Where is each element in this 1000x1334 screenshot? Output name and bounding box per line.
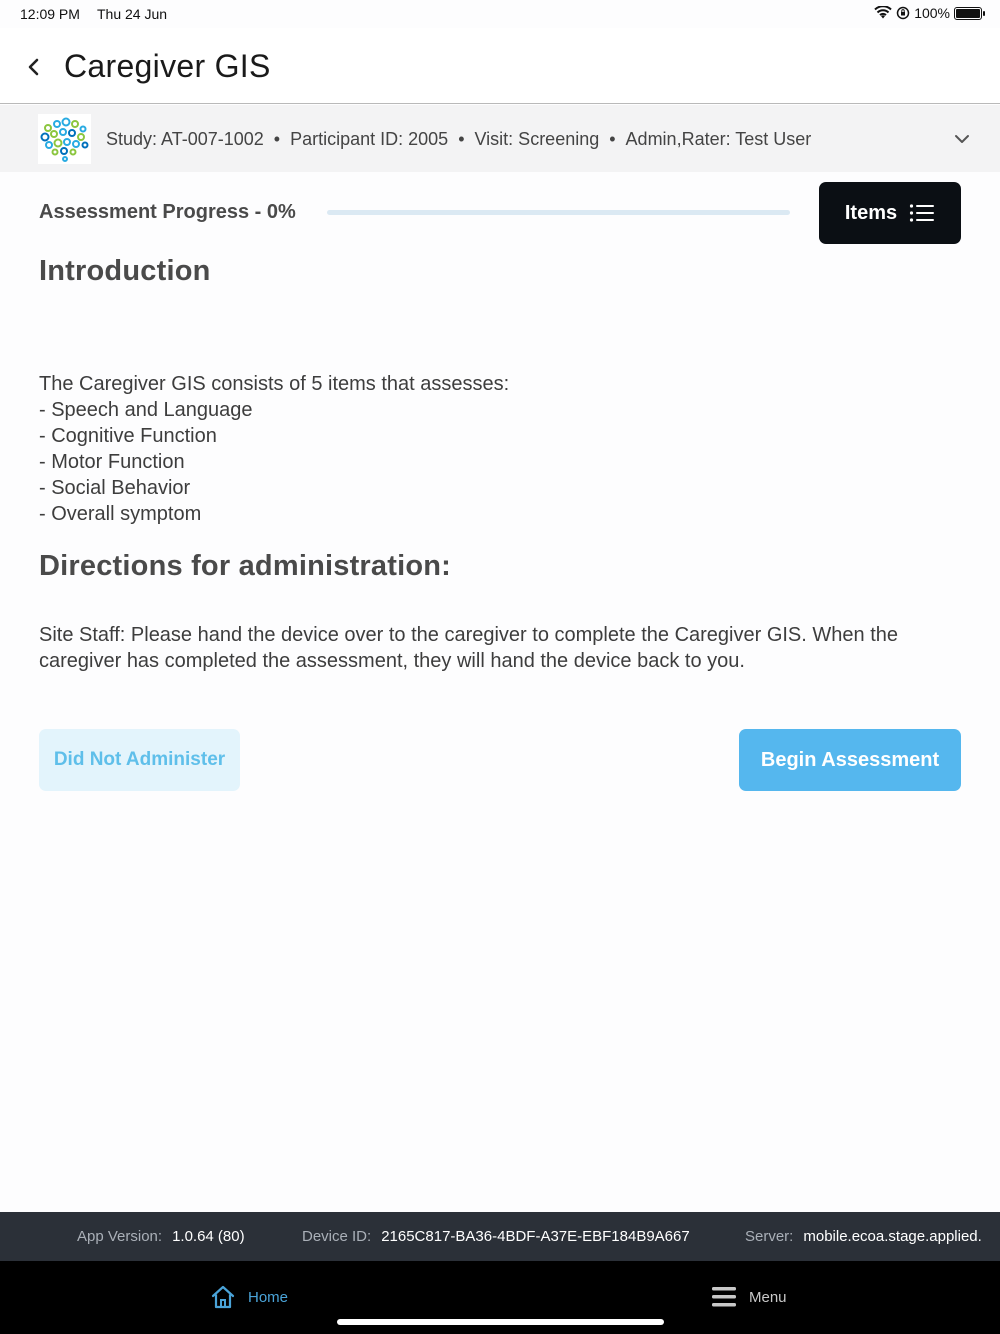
- study-banner[interactable]: [0, 105, 1000, 172]
- status-time: 12:09 PM: [20, 6, 80, 22]
- introduction-text: [39, 371, 509, 527]
- home-icon: [210, 1285, 236, 1309]
- logo-icon: [38, 114, 91, 164]
- chevron-left-icon: [26, 57, 40, 77]
- assessment-progress-bar: [327, 210, 790, 215]
- intro-line: - Motor Function: [39, 451, 185, 473]
- introduction-heading: Introduction: [39, 255, 211, 287]
- tab-menu-label: Menu: [749, 1288, 787, 1306]
- visit-name: Visit: Screening: [474, 129, 600, 149]
- tab-menu[interactable]: [711, 1285, 787, 1309]
- separator: •: [458, 129, 465, 149]
- device-id-value: 2165C817-BA36-4BDF-A37E-EBF184B9A667: [381, 1228, 690, 1245]
- list-icon: [909, 203, 935, 223]
- page-title: Caregiver GIS: [64, 48, 271, 84]
- status-bar: [0, 0, 1000, 28]
- separator: •: [609, 129, 616, 149]
- directions-text: Site Staff: Please hand the device over to the caregiver to complete the Caregiver GIS. When the caregiver has completed the assessment, they will hand the device back to you.: [39, 624, 898, 672]
- server: [745, 1228, 982, 1245]
- intro-line: - Cognitive Function: [39, 425, 217, 447]
- separator: •: [273, 129, 281, 149]
- app-info-bar: [0, 1212, 1000, 1261]
- items-button[interactable]: [819, 182, 961, 244]
- did-not-administer-button[interactable]: Did Not Administer: [39, 729, 240, 791]
- intro-line: The Caregiver GIS consists of 5 items that assesses:: [39, 373, 510, 395]
- device-id-label: Device ID:: [302, 1228, 372, 1245]
- orientation-lock-icon: [896, 6, 910, 20]
- study-logo: [38, 114, 91, 164]
- status-date: Thu 24 Jun: [97, 6, 168, 22]
- intro-line: - Overall symptom: [39, 503, 202, 525]
- hamburger-menu-icon: [711, 1285, 737, 1309]
- battery-percentage: 100%: [914, 5, 950, 21]
- home-indicator[interactable]: [337, 1319, 664, 1325]
- study-info: [106, 129, 811, 150]
- battery-icon: [954, 7, 982, 20]
- server-value: mobile.ecoa.stage.applied.: [803, 1228, 982, 1245]
- rater-name: Admin,Rater: Test User: [625, 129, 812, 149]
- server-label: Server:: [745, 1228, 794, 1245]
- nav-header: [0, 28, 1000, 104]
- begin-assessment-button[interactable]: Begin Assessment: [739, 729, 961, 791]
- directions-heading: Directions for administration:: [39, 550, 452, 582]
- assessment-progress-label: Assessment Progress - 0%: [39, 201, 296, 223]
- participant-id: Participant ID: 2005: [290, 129, 449, 149]
- wifi-icon: [874, 6, 892, 20]
- study-id: Study: AT-007-1002: [106, 129, 264, 149]
- intro-line: - Social Behavior: [39, 477, 191, 499]
- app-version: [77, 1228, 245, 1245]
- app-version-label: App Version:: [77, 1228, 163, 1245]
- device-id: [302, 1228, 690, 1245]
- chevron-down-icon[interactable]: [952, 129, 972, 149]
- intro-line: - Speech and Language: [39, 399, 253, 421]
- back-button[interactable]: [20, 52, 46, 82]
- status-indicators: [874, 5, 982, 21]
- app-version-value: 1.0.64 (80): [172, 1228, 245, 1245]
- tab-bar: [0, 1261, 1000, 1334]
- items-button-label: Items: [844, 201, 898, 224]
- tab-home[interactable]: [210, 1285, 288, 1309]
- tab-home-label: Home: [248, 1288, 289, 1306]
